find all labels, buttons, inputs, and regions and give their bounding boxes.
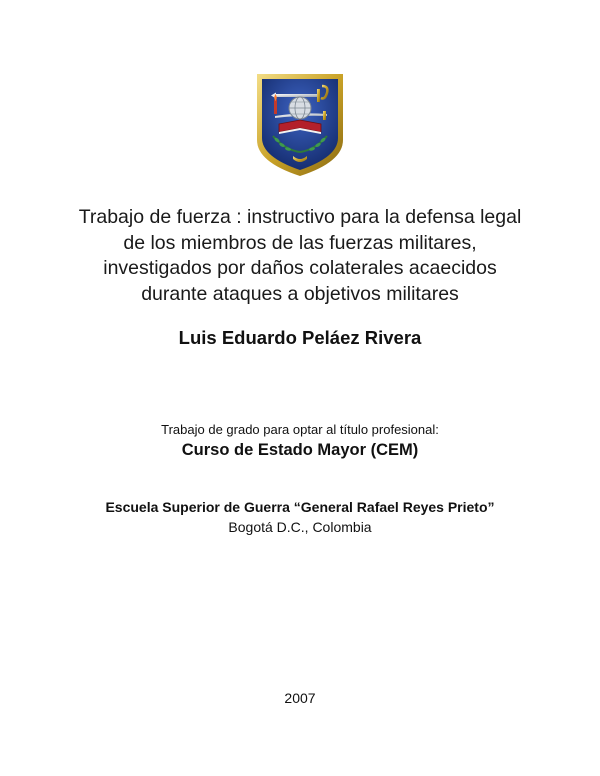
institution-city: Bogotá D.C., Colombia [228, 519, 372, 535]
institution-name: Escuela Superior de Guerra “General Rafael Reyes Prieto” [105, 499, 495, 515]
thesis-title-line-2: de los miembros de las fuerzas militares, [123, 231, 477, 254]
thesis-title-line-1: Trabajo de fuerza : instructivo para la defensa legal [78, 206, 522, 228]
author-name: Luis Eduardo Peláez Rivera [178, 327, 422, 348]
degree-name: Curso de Estado Mayor (CEM) [181, 441, 419, 459]
thesis-title [0, 205, 600, 307]
thesis-title-line-4: durante ataques a objetivos militares [141, 282, 459, 305]
degree-label: Trabajo de grado para optar al título profesional: [161, 422, 439, 437]
crest-graphic [253, 70, 347, 178]
thesis-title-line-3: investigados por daños colaterales acaecidos [103, 257, 497, 279]
publication-year: 2007 [284, 690, 316, 706]
institution-crest-icon [253, 70, 347, 178]
